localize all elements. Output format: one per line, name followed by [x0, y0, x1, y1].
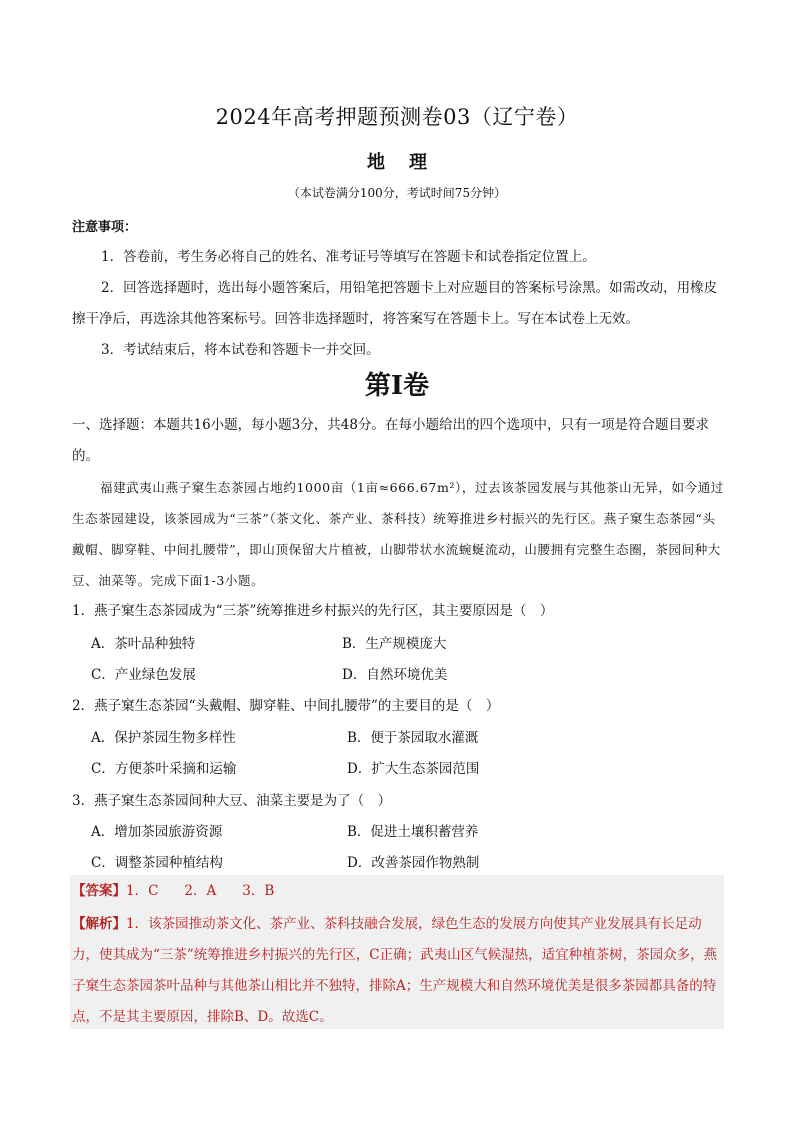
- question-2-option-a: A．保护茶园生物多样性: [91, 730, 236, 746]
- question-3-option-a: A．增加茶园旅游资源: [91, 824, 223, 840]
- question-2-option-d: D．扩大生态茶园范围: [347, 761, 480, 777]
- answer-item-2: 2．A: [184, 883, 217, 899]
- section-instruction: 一、选择题：本题共16小题，每小题3分，共48分。在每小题给出的四个选项中，只有一项是符合题目要求的。: [72, 417, 709, 464]
- question-2-option-c: C．方便茶叶采摘和运输: [91, 761, 237, 777]
- question-1-stem: 1．燕子窠生态茶园成为“三茶”统筹推进乡村振兴的先行区，其主要原因是（ ）: [72, 603, 554, 619]
- answer-item-3: 3．B: [242, 883, 275, 899]
- question-3-stem: 3．燕子窠生态茶园间种大豆、油菜主要是为了（ ）: [72, 793, 392, 809]
- question-1-option-d: D．自然环境优美: [342, 667, 448, 683]
- question-3-option-c: C．调整茶园种植结构: [91, 855, 223, 871]
- section-title: 第Ⅰ卷: [364, 371, 430, 401]
- question-1-option-a: A．茶叶品种独特: [91, 636, 196, 652]
- note-item-2: 2．回答选择题时，选出每小题答案后，用铅笔把答题卡上对应题目的答案标号涂黑。如需改动，用橡皮擦干净后，再选涂其他答案标号。回答非选择题时，将答案写在答题卡上。写在本试卷上无效。: [72, 280, 718, 327]
- score-info: （本试卷满分100分，考试时间75分钟）: [287, 186, 507, 200]
- question-2-stem: 2．燕子窠生态茶园“头戴帽、脚穿鞋、中间扎腰带”的主要目的是（ ）: [72, 698, 500, 714]
- question-1-option-b: B．生产规模庞大: [342, 636, 447, 652]
- question-3-option-d: D．改善茶园作物熟制: [347, 855, 480, 871]
- notes-title: 注意事项：: [72, 220, 138, 235]
- answer-item-1: 1．C: [126, 883, 159, 899]
- question-2-option-b: B．便于茶园取水灌溉: [347, 730, 479, 746]
- answer-box: [70, 875, 724, 1029]
- subject-char-2: 理: [409, 152, 427, 173]
- subject-char-1: 地: [367, 152, 385, 173]
- analysis-text: [72, 909, 722, 1033]
- answer-line: [72, 879, 300, 899]
- answer-tag: 【答案】: [72, 883, 126, 899]
- subject-title: [0, 148, 794, 174]
- analysis-body: 1．该茶园推动茶文化、茶产业、茶科技融合发展，绿色生态的发展方向使其产业发展具有长足动力，使其成为“三茶”统筹推进乡村振兴的先行区，C正确；武夷山区气候湿热，适宜种植茶树，茶园众多，燕子窠生态茶园茶叶品种与其他茶山相比并不独特，排除A；生产规模大和自然环境优美是很多茶园都具备的特点，不是其主要原因，排除B、D。故选C。: [72, 916, 718, 1025]
- question-3-option-b: B．促进土壤积蓄营养: [347, 824, 479, 840]
- question-1-option-c: C．产业绿色发展: [91, 667, 196, 683]
- analysis-tag: 【解析】: [72, 916, 126, 932]
- reading-passage: 福建武夷山燕子窠生态茶园占地约1000亩（1亩≈666.67m²），过去该茶园发展与其他茶山无异，如今通过生态茶园建设，该茶园成为“三茶”（茶文化、茶产业、茶科技）统筹推进乡村振兴的先行区。燕子窠生态茶园“头戴帽、脚穿鞋、中间扎腰带”，即山顶保留大片植被，山脚带状水流蜿蜒流动，山腰拥有完整生态圈，茶园间种大豆、油菜等。完成下面1-3小题。: [72, 480, 724, 588]
- note-item-3: 3．考试结束后，将本试卷和答题卡一并交回。: [101, 342, 380, 358]
- exam-title: 2024年高考押题预测卷03（辽宁卷）: [215, 105, 579, 129]
- note-item-1: 1．答卷前，考生务必将自己的姓名、准考证号等填写在答题卡和试卷指定位置上。: [101, 249, 596, 265]
